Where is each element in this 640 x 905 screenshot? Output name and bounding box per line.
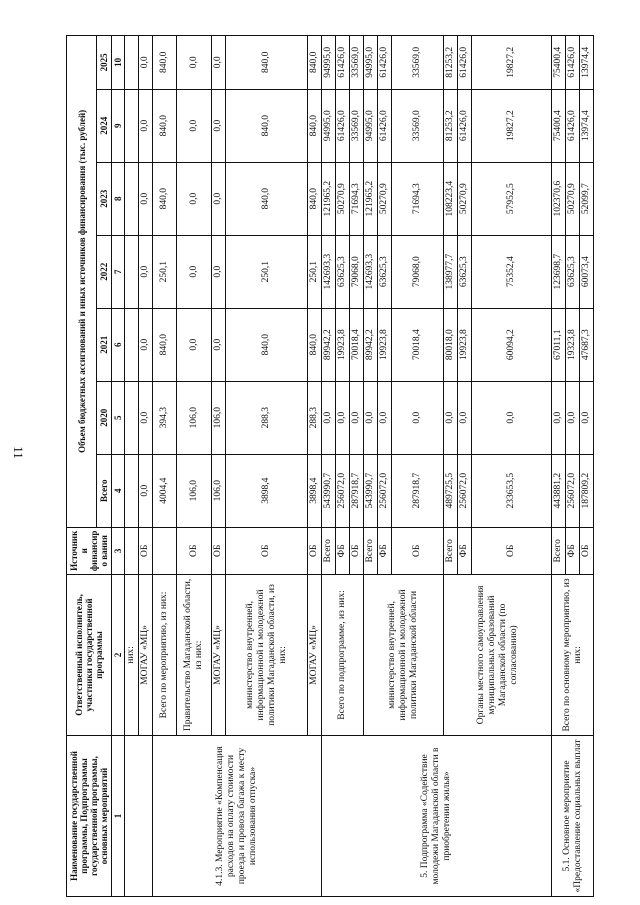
value-cell: 89942,2 <box>322 308 336 381</box>
value-cell: 0,0 <box>139 36 153 90</box>
value-cell: 60073,4 <box>580 235 594 308</box>
value-cell: 288,3 <box>226 381 308 454</box>
source-cell: Всего <box>322 527 336 574</box>
column-number: 4 <box>112 454 125 527</box>
value-cell: 13974,4 <box>580 89 594 162</box>
value-cell: 47687,3 <box>580 308 594 381</box>
rotated-table-page <box>66 35 628 897</box>
column-number: 3 <box>112 527 125 574</box>
value-cell: 19923,8 <box>458 308 472 381</box>
value-cell: 121965,2 <box>364 162 378 235</box>
column-number: 7 <box>112 235 125 308</box>
value-cell: 256072,0 <box>378 454 392 527</box>
value-cell: 840,0 <box>153 89 177 162</box>
value-cell: 250,1 <box>308 235 322 308</box>
value-cell: 256072,0 <box>458 454 472 527</box>
value-cell: 63625,3 <box>378 235 392 308</box>
value-cell: 840,0 <box>226 162 308 235</box>
header-year: 2020 <box>97 381 112 454</box>
value-cell: 94995,0 <box>364 89 378 162</box>
executor-cell: Правительство Магаданской области, из них: <box>177 574 212 735</box>
source-cell: ОБ <box>350 527 364 574</box>
executor-cell: МОГАУ «МЦ» <box>212 574 226 735</box>
value-cell <box>125 162 139 235</box>
value-cell: 106,0 <box>177 381 212 454</box>
value-cell: 94995,0 <box>322 36 336 90</box>
value-cell: 61426,0 <box>378 36 392 90</box>
value-cell: 52099,7 <box>580 162 594 235</box>
value-cell: 0,0 <box>392 381 444 454</box>
value-cell: 0,0 <box>177 89 212 162</box>
value-cell: 4004,4 <box>153 454 177 527</box>
value-cell: 19827,2 <box>472 36 552 90</box>
value-cell: 256072,0 <box>336 454 350 527</box>
value-cell: 840,0 <box>308 89 322 162</box>
value-cell: 250,1 <box>153 235 177 308</box>
value-cell: 71694,3 <box>392 162 444 235</box>
value-cell: 0,0 <box>212 89 226 162</box>
column-number: 8 <box>112 162 125 235</box>
value-cell: 0,0 <box>566 381 580 454</box>
column-number: 5 <box>112 381 125 454</box>
header-name: Наименование государственной программы, Подпрограммы государственной программы, основных мероприятий <box>67 735 112 896</box>
value-cell: 19923,8 <box>378 308 392 381</box>
column-number: 2 <box>112 574 125 735</box>
executor-cell: министерство внутренней, информационной и молодежной политики Магаданской области, из них: <box>226 574 308 735</box>
value-cell: 123698,7 <box>552 235 566 308</box>
value-cell: 106,0 <box>212 454 226 527</box>
source-cell: ОБ <box>139 527 153 574</box>
source-cell: ФБ <box>336 527 350 574</box>
value-cell: 250,1 <box>226 235 308 308</box>
source-cell: ФБ <box>458 527 472 574</box>
value-cell: 233653,5 <box>472 454 552 527</box>
value-cell: 543990,7 <box>322 454 336 527</box>
value-cell: 840,0 <box>308 308 322 381</box>
source-cell: ОБ <box>580 527 594 574</box>
value-cell: 102370,6 <box>552 162 566 235</box>
value-cell: 0,0 <box>472 381 552 454</box>
value-cell: 61426,0 <box>336 89 350 162</box>
value-cell: 3898,4 <box>308 454 322 527</box>
value-cell: 288,3 <box>308 381 322 454</box>
value-cell: 61426,0 <box>566 89 580 162</box>
header-executor: Ответственный исполнитель, участники государственной программы <box>67 574 112 735</box>
value-cell: 0,0 <box>139 308 153 381</box>
value-cell: 81253,2 <box>444 36 458 90</box>
value-cell: 840,0 <box>226 36 308 90</box>
value-cell: 3898,4 <box>226 454 308 527</box>
value-cell: 840,0 <box>308 162 322 235</box>
value-cell: 94995,0 <box>364 36 378 90</box>
source-cell: ОБ <box>308 527 322 574</box>
value-cell <box>125 381 139 454</box>
header-year: Всего <box>97 454 112 527</box>
name-cell: 5.1. Основное мероприятие «Предоставление социальных выплат <box>552 735 594 896</box>
value-cell: 60094,2 <box>472 308 552 381</box>
value-cell: 61426,0 <box>566 36 580 90</box>
value-cell: 0,0 <box>139 235 153 308</box>
executor-cell: МОГАУ «МЦ» <box>308 574 322 735</box>
value-cell: 0,0 <box>212 36 226 90</box>
value-cell: 0,0 <box>364 381 378 454</box>
value-cell: 0,0 <box>580 381 594 454</box>
executor-cell: МОГАУ «МЦ» <box>139 574 153 735</box>
source-cell: ОБ <box>177 527 212 574</box>
value-cell: 13974,4 <box>580 36 594 90</box>
value-cell: 0,0 <box>177 235 212 308</box>
name-cell: 4.1.3. Мероприятие «Компенсация расходов на оплату стоимости проезда и провоза багажа к месту использования отпуска» <box>153 735 322 896</box>
value-cell: 0,0 <box>336 381 350 454</box>
value-cell: 0,0 <box>322 381 336 454</box>
column-number: 9 <box>112 89 125 162</box>
value-cell: 840,0 <box>153 308 177 381</box>
value-cell: 33569,0 <box>392 36 444 90</box>
value-cell: 0,0 <box>378 381 392 454</box>
value-cell: 138977,7 <box>444 235 458 308</box>
value-cell: 0,0 <box>139 89 153 162</box>
value-cell: 57952,5 <box>472 162 552 235</box>
value-cell: 121965,2 <box>322 162 336 235</box>
value-cell: 33569,0 <box>392 89 444 162</box>
executor-cell: Всего по основному мероприятию, из них: <box>552 574 594 735</box>
value-cell: 75400,4 <box>552 36 566 90</box>
column-number: 6 <box>112 308 125 381</box>
value-cell: 79068,0 <box>350 235 364 308</box>
value-cell: 71694,3 <box>350 162 364 235</box>
source-cell: ОБ <box>226 527 308 574</box>
value-cell: 840,0 <box>226 308 308 381</box>
value-cell: 0,0 <box>177 36 212 90</box>
value-cell: 394,3 <box>153 381 177 454</box>
value-cell: 0,0 <box>212 235 226 308</box>
header-year: 2022 <box>97 235 112 308</box>
value-cell: 75400,4 <box>552 89 566 162</box>
value-cell <box>125 235 139 308</box>
value-cell: 0,0 <box>177 162 212 235</box>
value-cell: 50270,9 <box>336 162 350 235</box>
value-cell: 287918,7 <box>350 454 364 527</box>
source-cell: Всего <box>444 527 458 574</box>
value-cell: 0,0 <box>139 162 153 235</box>
source-cell: ОБ <box>392 527 444 574</box>
value-cell <box>125 454 139 527</box>
source-cell: ОБ <box>212 527 226 574</box>
value-cell: 840,0 <box>153 36 177 90</box>
value-cell: 50270,9 <box>566 162 580 235</box>
value-cell: 19323,8 <box>566 308 580 381</box>
source-cell: Всего <box>552 527 566 574</box>
value-cell: 33569,0 <box>350 36 364 90</box>
value-cell: 106,0 <box>212 381 226 454</box>
value-cell: 0,0 <box>212 308 226 381</box>
value-cell: 19923,8 <box>336 308 350 381</box>
source-cell <box>125 527 139 574</box>
value-cell: 50270,9 <box>378 162 392 235</box>
value-cell: 79068,0 <box>392 235 444 308</box>
value-cell: 33569,0 <box>350 89 364 162</box>
value-cell: 489725,5 <box>444 454 458 527</box>
value-cell: 63625,3 <box>566 235 580 308</box>
value-cell: 543990,7 <box>364 454 378 527</box>
value-cell: 61426,0 <box>336 36 350 90</box>
column-number: 1 <box>112 735 125 896</box>
value-cell: 61426,0 <box>458 36 472 90</box>
value-cell: 106,0 <box>177 454 212 527</box>
value-cell: 81253,2 <box>444 89 458 162</box>
financing-table <box>66 35 594 897</box>
value-cell: 0,0 <box>552 381 566 454</box>
value-cell: 0,0 <box>444 381 458 454</box>
source-cell: ФБ <box>566 527 580 574</box>
value-cell: 142693,3 <box>322 235 336 308</box>
source-cell: ОБ <box>472 527 552 574</box>
header-year: 2024 <box>97 89 112 162</box>
value-cell: 94995,0 <box>322 89 336 162</box>
value-cell: 70018,4 <box>392 308 444 381</box>
value-cell: 70018,4 <box>350 308 364 381</box>
value-cell: 19827,2 <box>472 89 552 162</box>
value-cell: 287918,7 <box>392 454 444 527</box>
value-cell <box>125 89 139 162</box>
source-cell: ФБ <box>378 527 392 574</box>
value-cell <box>125 36 139 90</box>
header-volume: Объем бюджетных ассигнований и иных источников финансирования (тыс. рублей) <box>67 36 97 528</box>
header-source: Источники финансиро вания <box>67 527 112 574</box>
value-cell: 0,0 <box>458 381 472 454</box>
value-cell: 108223,4 <box>444 162 458 235</box>
value-cell: 0,0 <box>350 381 364 454</box>
value-cell: 840,0 <box>308 36 322 90</box>
value-cell: 840,0 <box>226 89 308 162</box>
value-cell: 256072,0 <box>566 454 580 527</box>
header-year: 2025 <box>97 36 112 90</box>
executor-cell: Органы местного самоуправления муниципальных образований Магаданской области (по согласованию) <box>444 574 552 735</box>
header-year: 2023 <box>97 162 112 235</box>
name-cell: 5. Подпрограмма «Содействие молодежи Магаданской области в приобретении жилья» <box>322 735 552 896</box>
value-cell: 63625,3 <box>336 235 350 308</box>
header-year: 2021 <box>97 308 112 381</box>
value-cell: 80018,0 <box>444 308 458 381</box>
value-cell: 840,0 <box>153 162 177 235</box>
value-cell: 63625,3 <box>458 235 472 308</box>
value-cell: 187809,2 <box>580 454 594 527</box>
value-cell <box>125 308 139 381</box>
source-cell: Всего <box>364 527 378 574</box>
value-cell: 89942,2 <box>364 308 378 381</box>
page-number: 11 <box>10 446 26 459</box>
executor-cell: Всего по мероприятию, из них: <box>153 574 177 735</box>
executor-cell: министерство внутренней, информационной и молодежной политики Магаданской области <box>364 574 444 735</box>
column-number: 10 <box>112 36 125 90</box>
value-cell: 0,0 <box>177 308 212 381</box>
value-cell: 50270,9 <box>458 162 472 235</box>
value-cell: 0,0 <box>139 454 153 527</box>
executor-cell: Всего по подпрограмме, из них: <box>322 574 364 735</box>
value-cell: 0,0 <box>139 381 153 454</box>
source-cell <box>153 527 177 574</box>
value-cell: 443881,2 <box>552 454 566 527</box>
value-cell: 61426,0 <box>458 89 472 162</box>
value-cell: 61426,0 <box>378 89 392 162</box>
name-cell-continued <box>125 735 153 896</box>
executor-cell: них: <box>125 574 139 735</box>
value-cell: 142693,3 <box>364 235 378 308</box>
value-cell: 67011,1 <box>552 308 566 381</box>
value-cell: 75352,4 <box>472 235 552 308</box>
value-cell: 0,0 <box>212 162 226 235</box>
